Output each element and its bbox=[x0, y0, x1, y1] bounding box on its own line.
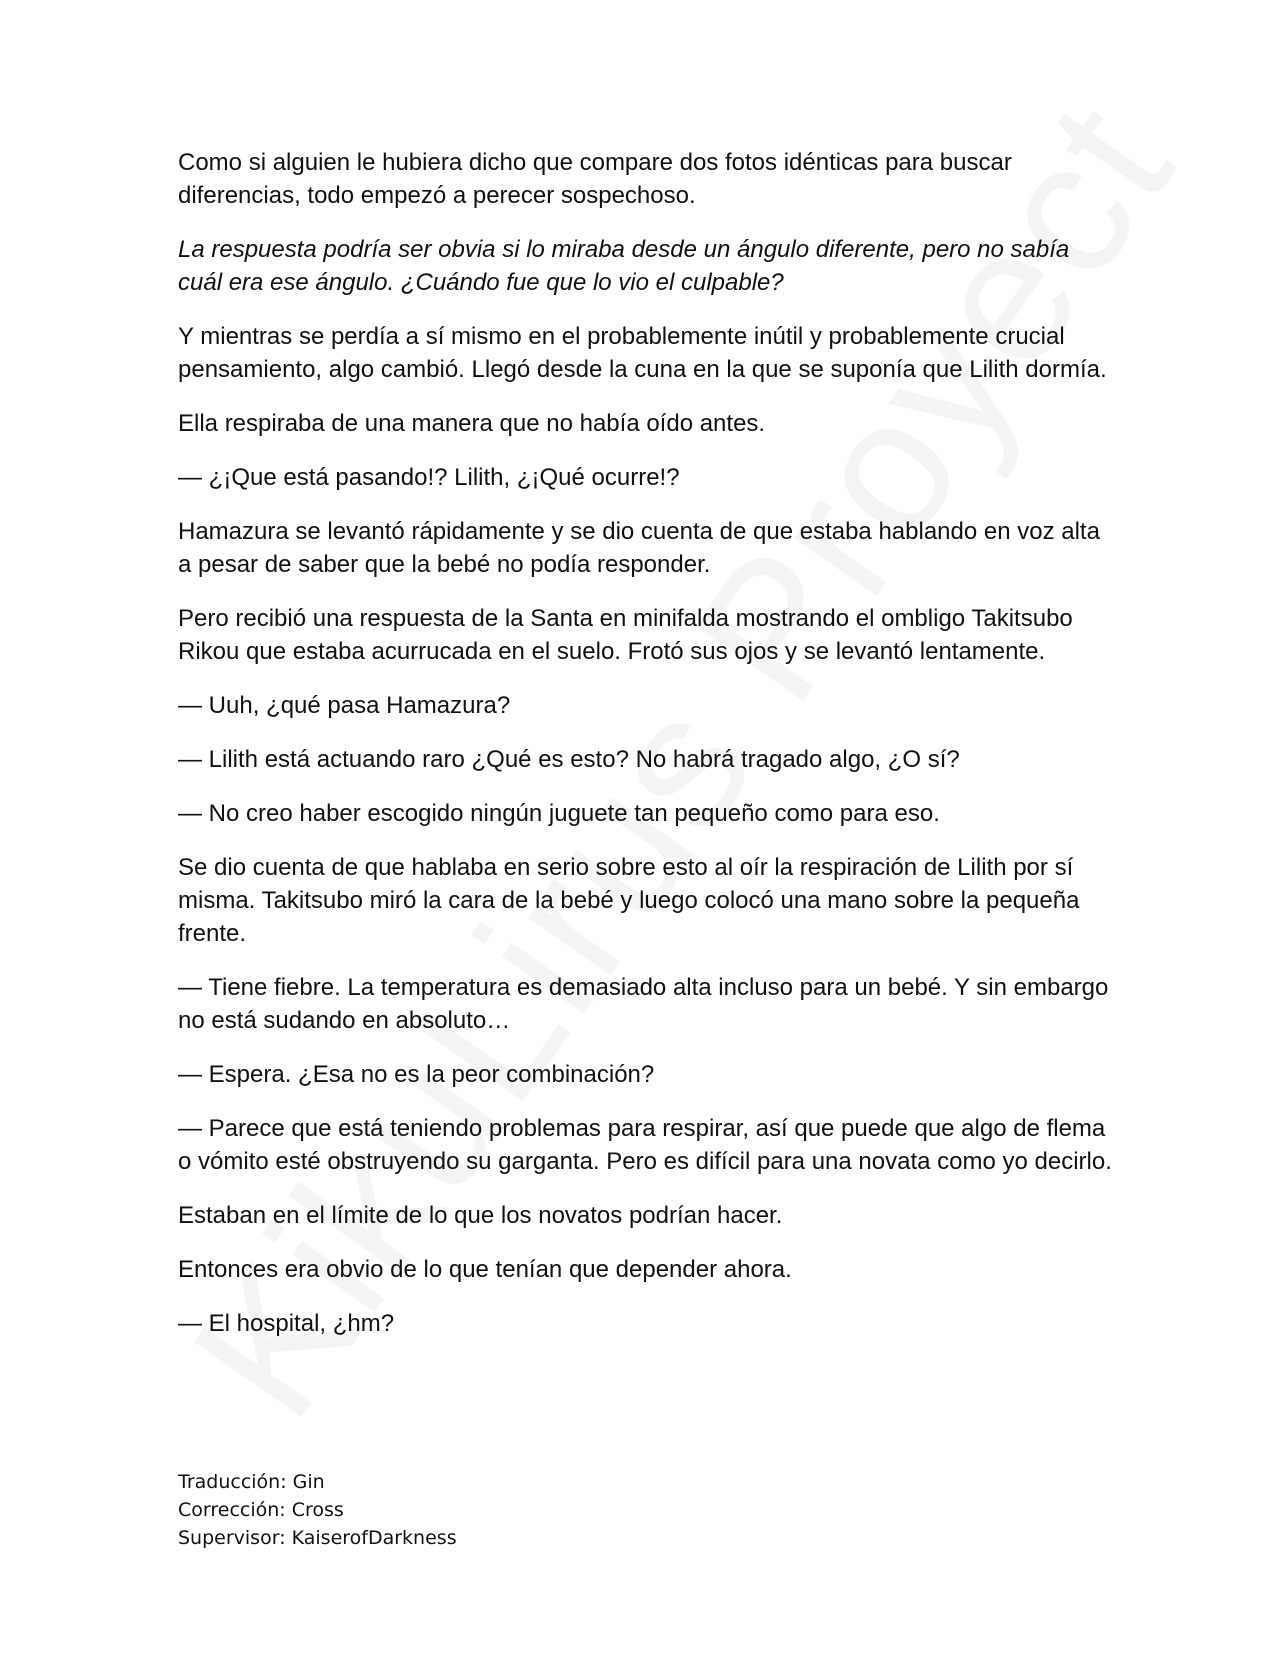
dialogue-line: — No creo haber escogido ningún juguete tan pequeño como para eso. bbox=[178, 800, 940, 827]
credits-block bbox=[178, 1468, 457, 1552]
credit-correction: Corrección: Cross bbox=[178, 1499, 344, 1521]
credit-supervisor: Supervisor: KaiserofDarkness bbox=[178, 1527, 457, 1549]
paragraph: Ella respiraba de una manera que no había oído antes. bbox=[178, 410, 766, 437]
dialogue-line: — Lilith está actuando raro ¿Qué es esto? No habrá tragado algo, ¿O sí? bbox=[178, 746, 960, 773]
paragraph: Hamazura se levantó rápidamente y se dio cuenta de que estaba hablando en voz alta a pesar de saber que la bebé no podía responder. bbox=[178, 518, 1100, 578]
paragraph: Estaban en el límite de lo que los novatos podrían hacer. bbox=[178, 1202, 783, 1229]
dialogue-line: — Espera. ¿Esa no es la peor combinación? bbox=[178, 1061, 655, 1088]
paragraph: Como si alguien le hubiera dicho que compare dos fotos idénticas para buscar diferencias, todo empezó a perecer sospechoso. bbox=[178, 149, 1012, 209]
paragraph: Se dio cuenta de que hablaba en serio sobre esto al oír la respiración de Lilith por sí misma. Takitsubo miró la cara de la bebé y luego colocó una mano sobre la pequeña frente. bbox=[178, 854, 1080, 947]
credit-translation: Traducción: Gin bbox=[178, 1471, 325, 1493]
document-body bbox=[178, 146, 1118, 1361]
paragraph: Entonces era obvio de lo que tenían que depender ahora. bbox=[178, 1256, 792, 1283]
dialogue-line: — El hospital, ¿hm? bbox=[178, 1310, 395, 1337]
dialogue-line: — Uuh, ¿qué pasa Hamazura? bbox=[178, 692, 511, 719]
dialogue-line: — Tiene fiebre. La temperatura es demasiado alta incluso para un bebé. Y sin embargo no está sudando en absoluto… bbox=[178, 974, 1109, 1034]
dialogue-line: — Parece que está teniendo problemas para respirar, así que puede que algo de flema o vómito esté obstruyendo su garganta. Pero es difícil para una novata como yo decirlo. bbox=[178, 1115, 1112, 1175]
dialogue-line: — ¿¡Que está pasando!? Lilith, ¿¡Qué ocurre!? bbox=[178, 464, 680, 491]
paragraph-italic: La respuesta podría ser obvia si lo miraba desde un ángulo diferente, pero no sabía cuál era ese ángulo. ¿Cuándo fue que lo vio el culpable? bbox=[178, 236, 1070, 296]
paragraph: Pero recibió una respuesta de la Santa en minifalda mostrando el ombligo Takitsubo Rikou que estaba acurrucada en el suelo. Frotó sus ojos y se levantó lentamente. bbox=[178, 605, 1073, 665]
paragraph: Y mientras se perdía a sí mismo en el probablemente inútil y probablemente crucial pensamiento, algo cambió. Llegó desde la cuna en la que se suponía que Lilith dormía. bbox=[178, 323, 1107, 383]
